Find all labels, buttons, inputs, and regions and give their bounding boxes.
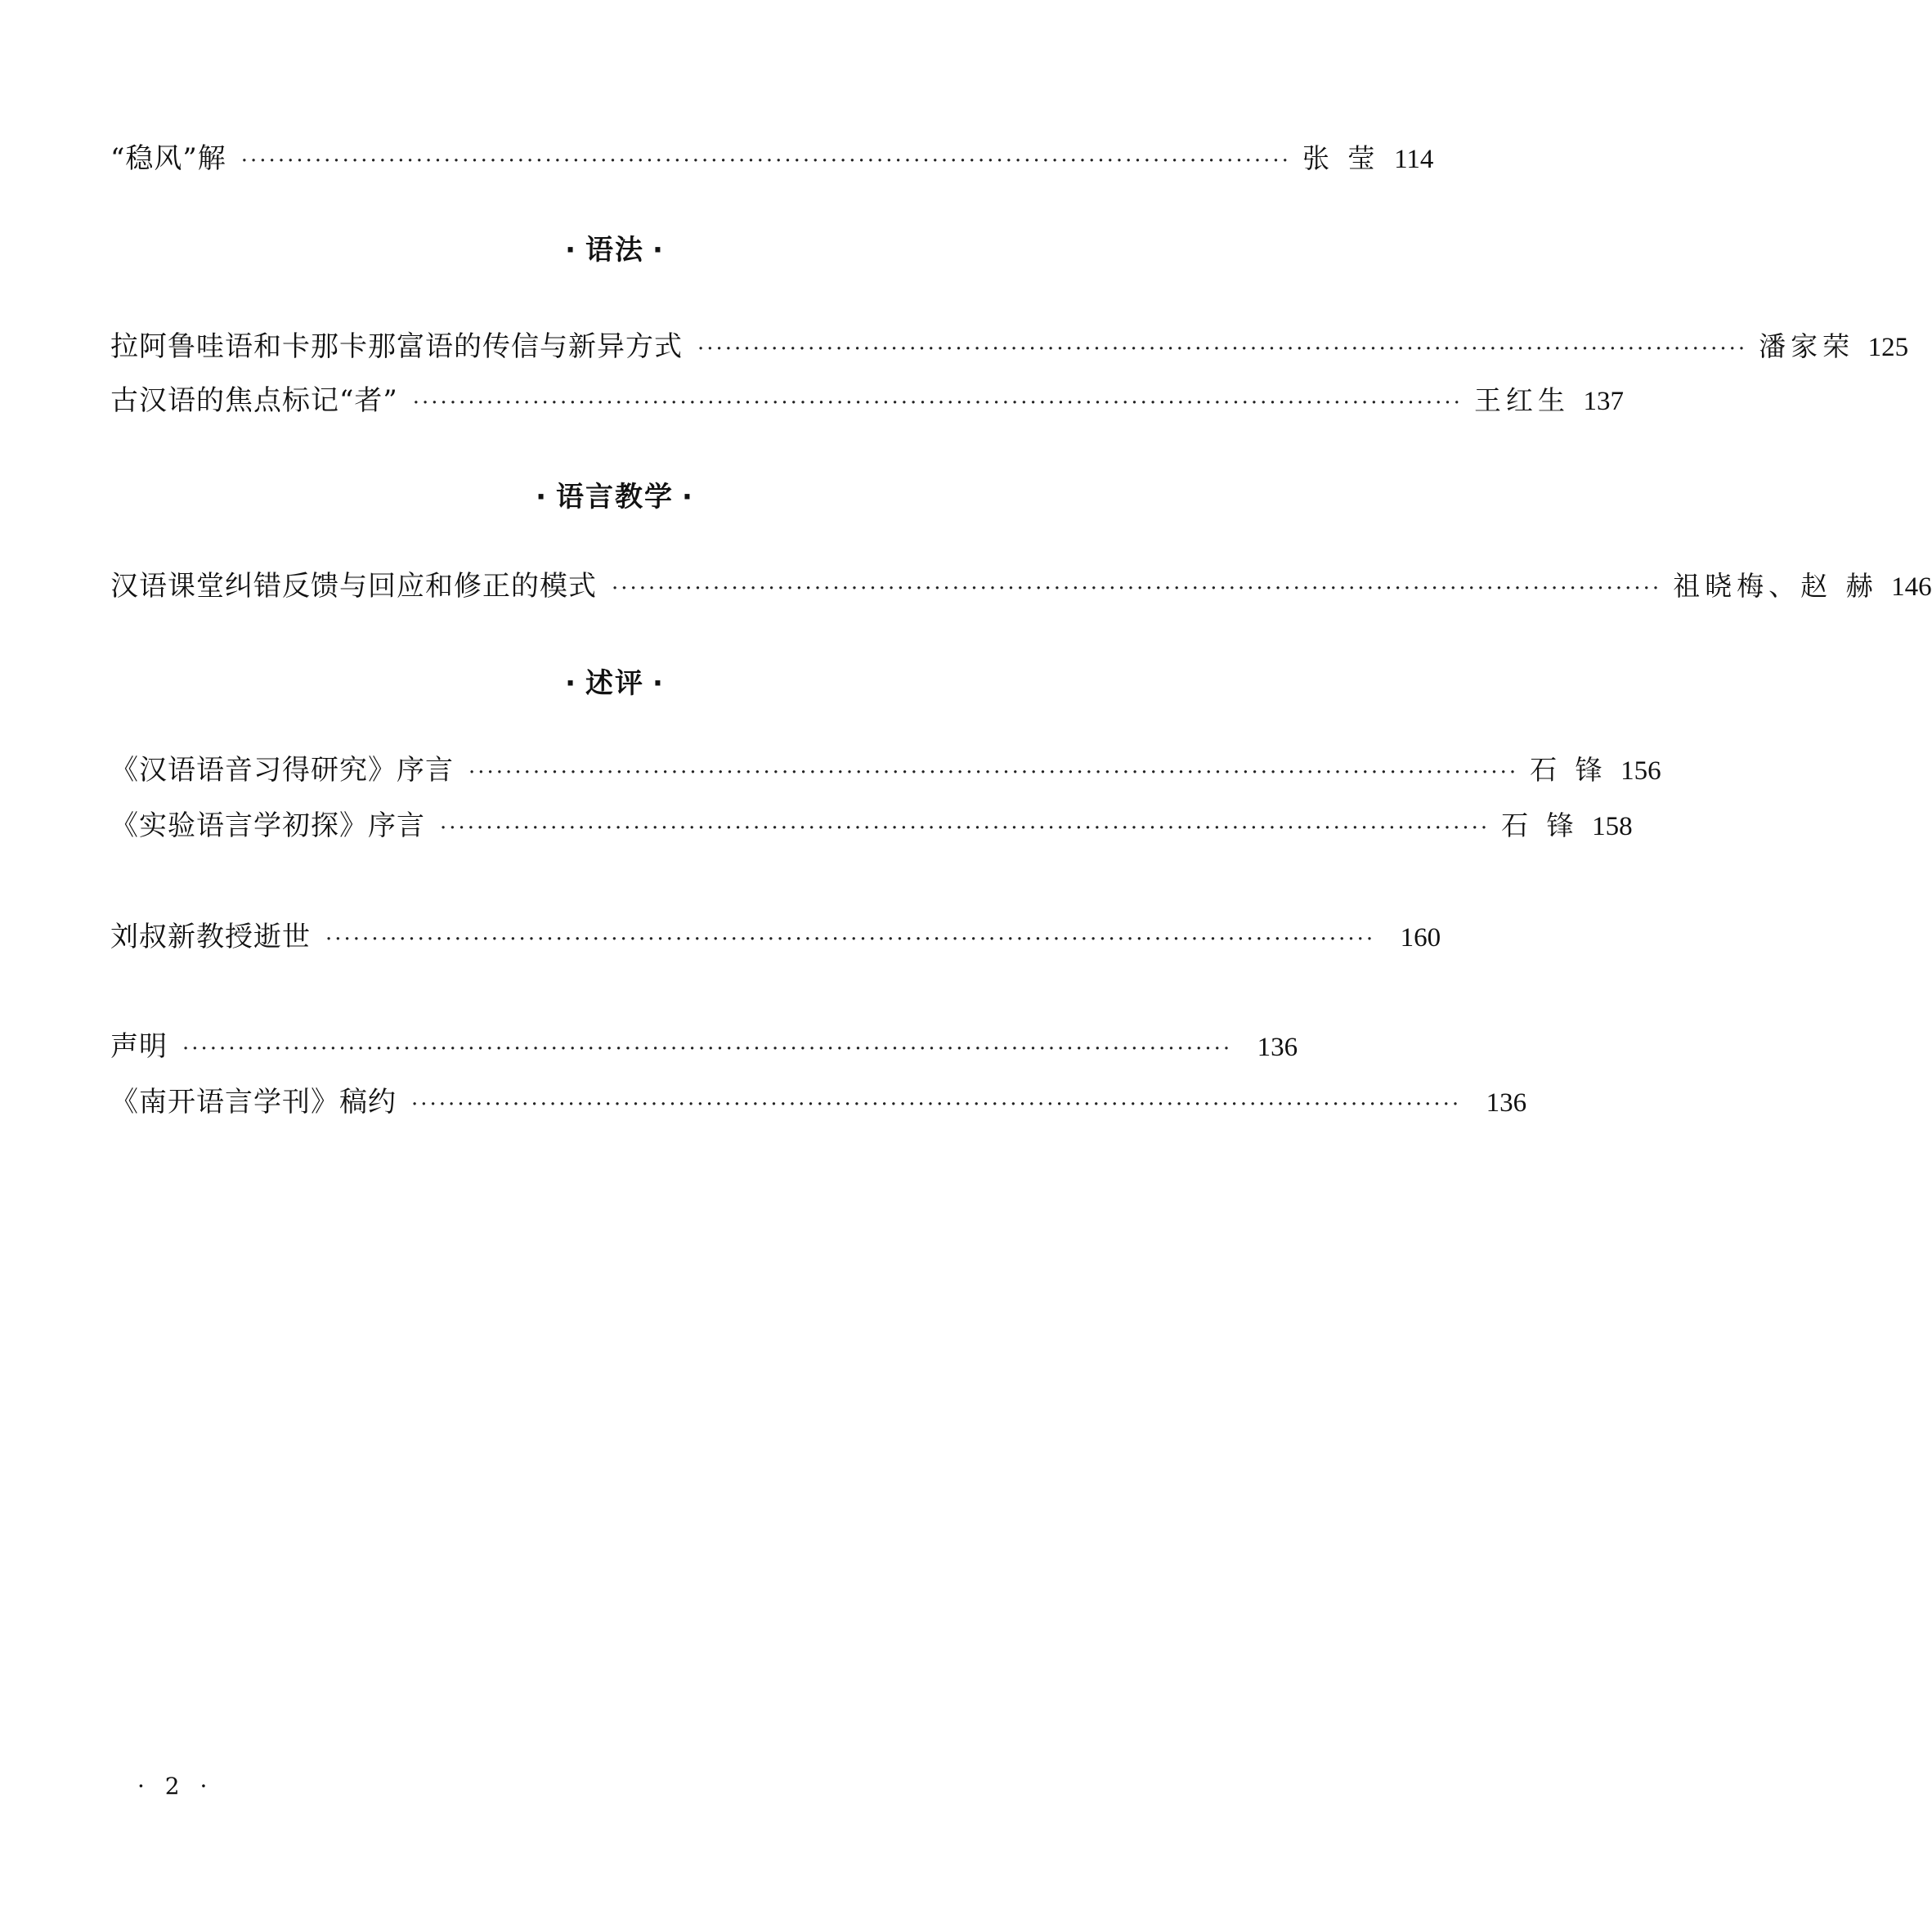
toc-entry <box>110 568 1932 607</box>
entry-title: 汉语课堂纠错反馈与回应和修正的模式 <box>110 570 597 603</box>
entry-title: 声明 <box>110 1030 168 1063</box>
entry-author: 祖晓梅、赵 赫 <box>1673 570 1878 602</box>
entry-page: 136 <box>1257 1033 1298 1062</box>
bullet-dot: · <box>652 234 665 267</box>
toc-entry <box>110 808 1633 846</box>
dot-leader: ·················································································································· <box>182 1037 1233 1061</box>
entry-page: 160 <box>1400 923 1441 953</box>
dot-leader: ·················································································································· <box>412 391 1463 415</box>
entry-page: 146 <box>1891 572 1932 602</box>
entry-title: 古汉语的焦点标记“者” <box>110 384 398 417</box>
section-title: 语言教学 <box>556 481 674 513</box>
section-heading-grammar <box>0 227 1230 267</box>
section-heading-review <box>0 661 1230 701</box>
dot-leader: ·················································································································· <box>468 760 1519 785</box>
bullet-dot: · <box>536 481 548 513</box>
bullet-dot: · <box>682 481 694 513</box>
section-title: 述评 <box>585 667 644 700</box>
entry-author: 潘家荣 <box>1759 330 1855 362</box>
entry-page: 136 <box>1486 1088 1527 1118</box>
entry-author: 张 莹 <box>1302 142 1380 174</box>
entry-author: 王红生 <box>1473 384 1570 416</box>
entry-author: 石 锋 <box>1501 809 1579 841</box>
section-heading-teaching <box>0 474 1230 514</box>
entry-page: 114 <box>1394 145 1434 174</box>
bullet-dot: · <box>565 667 577 700</box>
dot-leader: ·················································································································· <box>440 816 1490 841</box>
bullet-dot: · <box>652 667 665 700</box>
entry-page: 158 <box>1592 812 1633 841</box>
entry-title: 《汉语语音习得研究》序言 <box>110 754 454 787</box>
bullet-dot: · <box>565 234 577 267</box>
dot-leader: ·················································································································· <box>240 149 1291 173</box>
page-number: · 2 · <box>137 1773 214 1800</box>
entry-page: 125 <box>1867 333 1909 362</box>
toc-entry <box>110 1029 1298 1067</box>
entry-title: “稳风”解 <box>110 142 226 175</box>
dot-leader: ·················································································································· <box>697 337 1748 361</box>
dot-leader: ·················································································································· <box>325 927 1376 952</box>
dot-leader: ·················································································································· <box>612 576 1662 601</box>
entry-author: 石 锋 <box>1530 754 1607 786</box>
entry-title: 《实验语言学初探》序言 <box>110 809 425 842</box>
toc-entry <box>110 383 1624 421</box>
toc-entry <box>110 919 1441 957</box>
entry-title: 《南开语言学刊》稿约 <box>110 1086 397 1119</box>
entry-title: 刘叔新教授逝世 <box>110 921 311 953</box>
toc-entry <box>110 752 1661 791</box>
entry-page: 137 <box>1583 387 1624 416</box>
entry-title: 拉阿鲁哇语和卡那卡那富语的传信与新异方式 <box>110 330 683 363</box>
toc-entry <box>110 329 1909 367</box>
toc-entry <box>110 1084 1527 1123</box>
dot-leader: ·················································································································· <box>411 1092 1462 1117</box>
entry-page: 156 <box>1620 756 1661 786</box>
toc-entry <box>110 141 1434 179</box>
section-title: 语法 <box>585 234 644 267</box>
